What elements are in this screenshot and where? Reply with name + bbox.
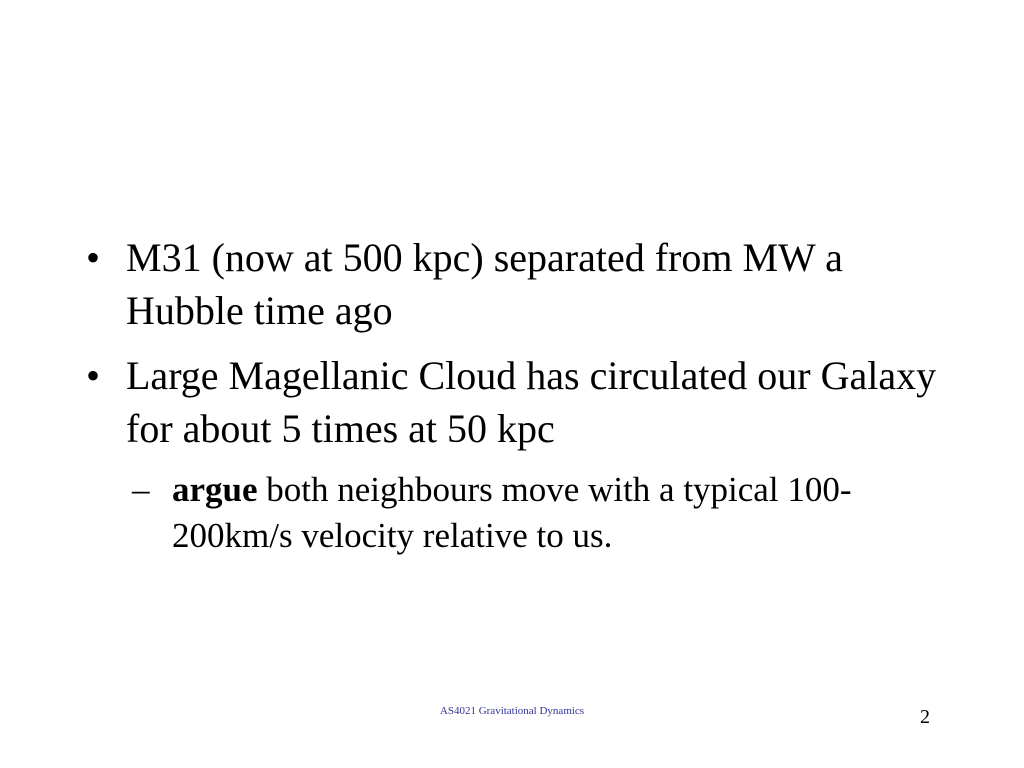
bullet-text: M31 (now at 500 kpc) separated from MW a Hubble time ago: [126, 235, 843, 333]
sub-bullet-item: [86, 467, 946, 559]
sub-bullet-marker: –: [132, 470, 150, 509]
slide-body: [86, 231, 946, 559]
sub-bullet-bold-text: argue: [172, 470, 258, 509]
bullet-marker: •: [86, 235, 101, 280]
bullet-marker: •: [86, 353, 101, 398]
bullet-text: Large Magellanic Cloud has circulated our Galaxy for about 5 times at 50 kpc: [126, 353, 937, 451]
bullet-item: [86, 349, 946, 455]
page-number: 2: [920, 706, 930, 728]
sub-bullet-text: both neighbours move with a typical 100-200km/s velocity relative to us.: [172, 470, 852, 555]
bullet-item: [86, 231, 946, 337]
slide-footer: AS4021 Gravitational Dynamics: [439, 705, 585, 717]
